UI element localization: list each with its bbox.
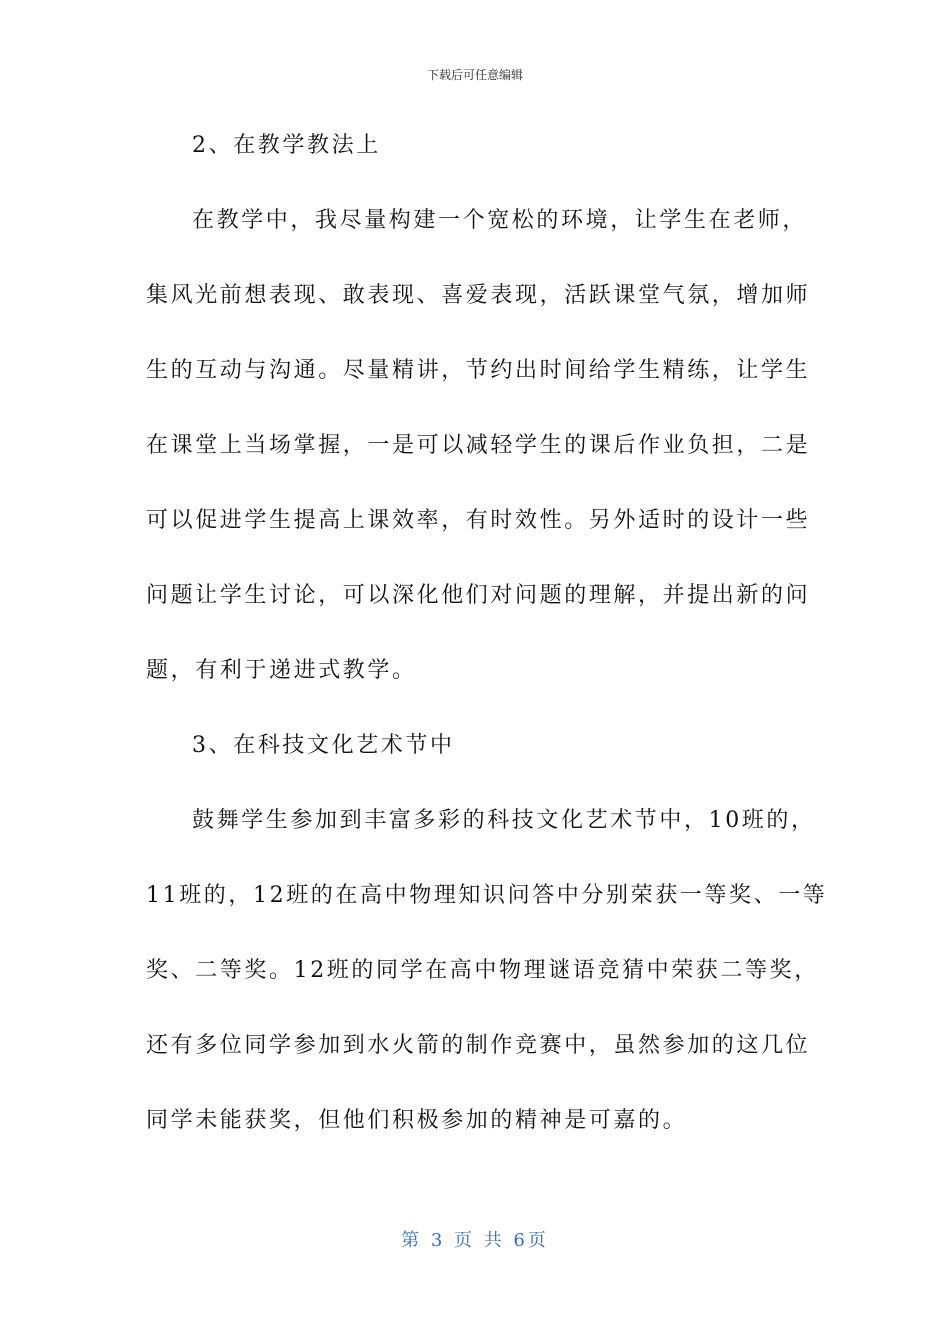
paragraph-line: 可以促进学生提高上课效率，有时效性。另外适时的设计一些 — [146, 508, 811, 533]
paragraph-line: 在课堂上当场掌握，一是可以减轻学生的课后作业负担，二是 — [146, 433, 811, 458]
paragraph-line: 生的互动与沟通。尽量精讲，节约出时间给学生精练，让学生 — [146, 358, 811, 383]
paragraph-line: 鼓舞学生参加到丰富多彩的科技文化艺术节中，10班的， — [192, 808, 816, 833]
document-body — [146, 124, 828, 1174]
paragraph-line: 在教学中，我尽量构建一个宽松的环境，让学生在老师， — [192, 208, 808, 233]
section-heading: 2、在教学教法上 — [192, 133, 381, 158]
paragraph-line: 还有多位同学参加到水火箭的制作竞赛中，虽然参加的这几位 — [146, 1033, 811, 1058]
paragraph-line: 题，有利于递进式教学。 — [146, 658, 417, 683]
paragraph-line: 奖、二等奖。12班的同学在高中物理谜语竞猜中荣获二等奖， — [146, 958, 819, 983]
paragraph-line: 同学未能获奖，但他们积极参加的精神是可嘉的。 — [146, 1108, 688, 1133]
paragraph-line: 11班的，12班的在高中物理知识问答中分别荣获一等奖、一等 — [146, 883, 828, 908]
section-heading: 3、在科技文化艺术节中 — [192, 733, 455, 758]
page-footer: 第 3 页 共 6页 — [401, 1230, 549, 1251]
page-header: 下载后可任意编辑 — [426, 68, 523, 82]
paragraph-line: 集风光前想表现、敢表现、喜爱表现，活跃课堂气氛，增加师 — [146, 283, 811, 308]
paragraph-line: 问题让学生讨论，可以深化他们对问题的理解，并提出新的问 — [146, 583, 811, 608]
